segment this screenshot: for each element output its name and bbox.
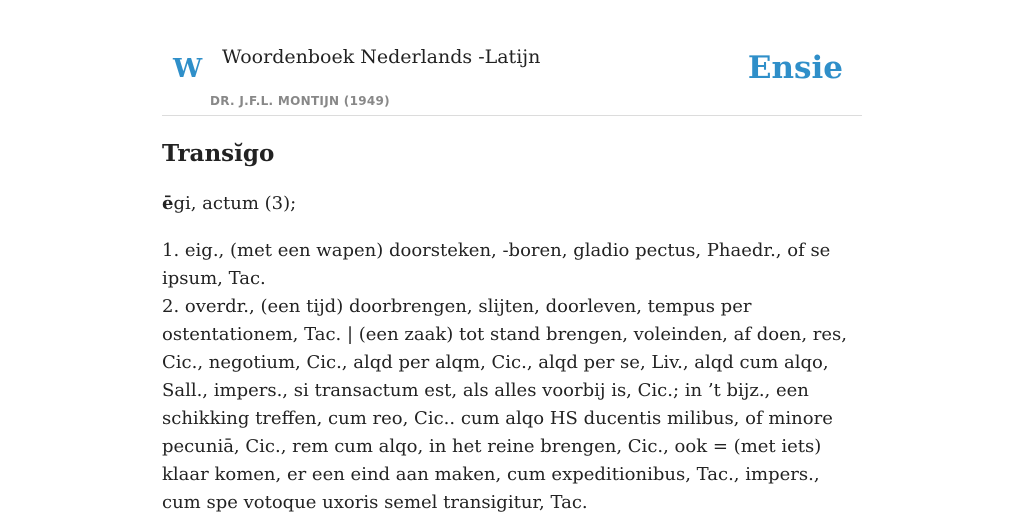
dictionary-logo[interactable]: W xyxy=(173,54,203,84)
grammar-lead: ē xyxy=(162,193,174,214)
grammar-rest: gi, actum (3); xyxy=(173,193,297,214)
entry-headword: Transĭgo xyxy=(162,140,275,167)
sense-2: 2. overdr., (een tijd) doorbrengen, slijten, doorleven, tempus per ostentationem, Tac. | (een zaak) tot stand brengen, voleinden, af doen, res, Cic., negotium, Cic., alqd per alqm, Cic., alqd per se, Liv., alqd cum alqo, Sall., impers., si transactum est, als alles voorbij is, Cic.; in ’t bijz., een schikking treffen, cum reo, Cic.. cum alqo HS ducentis milibus, of minore pecuniā, Cic., rem cum alqo, in het reine brengen, Cic., ook = (met iets) klaar komen, er een eind aan maken, cum expeditionibus, Tac., impers., cum spe votoque uxoris semel transigitur, Tac. xyxy=(162,296,847,512)
sense-1: 1. eig., (met een wapen) doorsteken, -boren, gladio pectus, Phaedr., of se ipsum, Tac. xyxy=(162,240,831,289)
ensie-brand-logo[interactable]: Ensie xyxy=(747,50,843,86)
site-header xyxy=(162,0,862,116)
dictionary-title[interactable]: Woordenboek Nederlands -Latijn xyxy=(222,46,541,68)
entry-grammar xyxy=(162,190,862,218)
dictionary-author: DR. J.F.L. MONTIJN (1949) xyxy=(210,94,390,108)
entry-definition xyxy=(162,237,852,512)
entry-content xyxy=(162,138,862,512)
